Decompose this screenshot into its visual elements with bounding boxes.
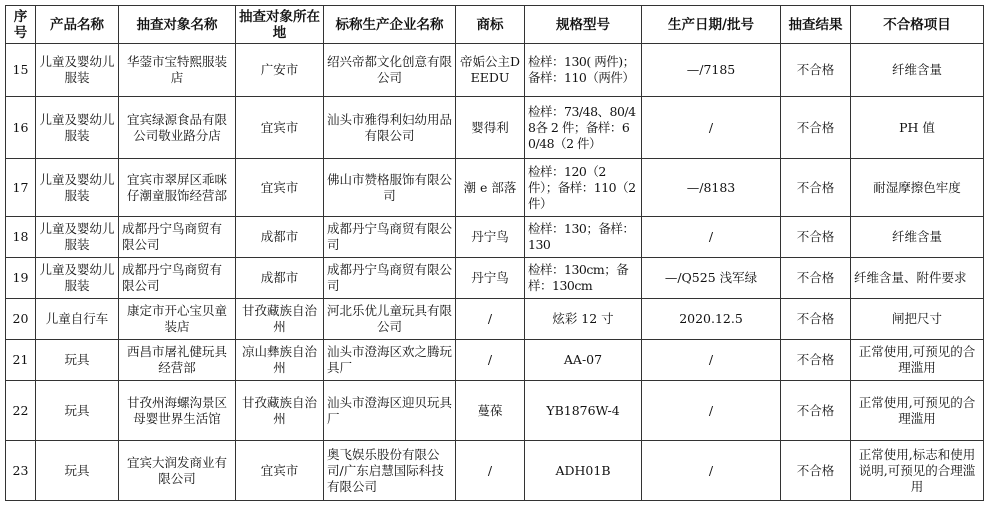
table-row <box>6 340 984 381</box>
cell-item: 纤维含量 <box>851 217 984 258</box>
cell-date: / <box>642 217 781 258</box>
cell-date: / <box>642 381 781 441</box>
inspection-results-table-wrapper <box>5 5 984 501</box>
cell-maker: 成都丹宁鸟商贸有限公司 <box>324 217 456 258</box>
cell-maker: 汕头市雅得利妇幼用品有限公司 <box>324 97 456 159</box>
cell-object: 华蓥市宝特熙服装店 <box>119 44 236 97</box>
cell-result: 不合格 <box>781 299 851 340</box>
cell-brand: 婴得利 <box>456 97 525 159</box>
cell-location: 凉山彝族自治州 <box>236 340 324 381</box>
cell-result: 不合格 <box>781 159 851 217</box>
cell-date: 2020.12.5 <box>642 299 781 340</box>
cell-spec: 检样：120（2 件）；备样：110（2 件） <box>525 159 642 217</box>
cell-brand: 帝姤公主DEEDU <box>456 44 525 97</box>
cell-location: 甘孜藏族自治州 <box>236 299 324 340</box>
cell-date: / <box>642 97 781 159</box>
cell-result: 不合格 <box>781 381 851 441</box>
cell-maker: 奥飞娱乐股份有限公司/广东启慧国际科技有限公司 <box>324 441 456 501</box>
cell-no: 19 <box>6 258 36 299</box>
header-maker: 标称生产企业名称 <box>324 6 456 44</box>
header-no: 序号 <box>6 6 36 44</box>
cell-brand: / <box>456 441 525 501</box>
table-row <box>6 44 984 97</box>
cell-location: 宜宾市 <box>236 441 324 501</box>
cell-product: 儿童及婴幼儿服装 <box>36 44 119 97</box>
header-item: 不合格项目 <box>851 6 984 44</box>
cell-maker: 佛山市赞格服饰有限公司 <box>324 159 456 217</box>
cell-date: / <box>642 441 781 501</box>
cell-product: 儿童及婴幼儿服装 <box>36 97 119 159</box>
cell-object: 宜宾市翠屏区乖咪仔潮童服饰经营部 <box>119 159 236 217</box>
header-spec: 规格型号 <box>525 6 642 44</box>
table-row <box>6 258 984 299</box>
cell-location: 成都市 <box>236 217 324 258</box>
header-date: 生产日期/批号 <box>642 6 781 44</box>
cell-object: 成都丹宁鸟商贸有限公司 <box>119 217 236 258</box>
cell-product: 儿童及婴幼儿服装 <box>36 217 119 258</box>
cell-location: 宜宾市 <box>236 159 324 217</box>
cell-object: 宜宾大润发商业有限公司 <box>119 441 236 501</box>
table-header-row <box>6 6 984 44</box>
cell-location: 甘孜藏族自治州 <box>236 381 324 441</box>
cell-product: 玩具 <box>36 340 119 381</box>
cell-item: 正常使用,可预见的合理滥用 <box>851 381 984 441</box>
cell-no: 16 <box>6 97 36 159</box>
cell-date: —/Q525 浅军绿 <box>642 258 781 299</box>
cell-date: / <box>642 340 781 381</box>
cell-result: 不合格 <box>781 97 851 159</box>
cell-result: 不合格 <box>781 44 851 97</box>
cell-no: 17 <box>6 159 36 217</box>
header-brand: 商标 <box>456 6 525 44</box>
cell-maker: 成都丹宁鸟商贸有限公司 <box>324 258 456 299</box>
cell-product: 儿童自行车 <box>36 299 119 340</box>
table-row <box>6 381 984 441</box>
cell-location: 成都市 <box>236 258 324 299</box>
cell-maker: 绍兴帝都文化创意有限公司 <box>324 44 456 97</box>
cell-product: 玩具 <box>36 381 119 441</box>
table-row <box>6 97 984 159</box>
cell-brand: / <box>456 340 525 381</box>
cell-item: 纤维含量、附件要求 <box>851 258 984 299</box>
table-row <box>6 441 984 501</box>
cell-no: 20 <box>6 299 36 340</box>
cell-item: 纤维含量 <box>851 44 984 97</box>
cell-product: 儿童及婴幼儿服装 <box>36 258 119 299</box>
cell-object: 成都丹宁鸟商贸有限公司 <box>119 258 236 299</box>
cell-result: 不合格 <box>781 258 851 299</box>
cell-object: 甘孜州海螺沟景区母婴世界生活馆 <box>119 381 236 441</box>
cell-brand: 蔓葆 <box>456 381 525 441</box>
cell-no: 21 <box>6 340 36 381</box>
table-row <box>6 159 984 217</box>
cell-no: 23 <box>6 441 36 501</box>
cell-product: 玩具 <box>36 441 119 501</box>
cell-no: 15 <box>6 44 36 97</box>
cell-object: 宜宾绿源食品有限公司敬业路分店 <box>119 97 236 159</box>
cell-spec: AA-07 <box>525 340 642 381</box>
cell-result: 不合格 <box>781 441 851 501</box>
header-location: 抽查对象所在地 <box>236 6 324 44</box>
cell-maker: 河北乐优儿童玩具有限公司 <box>324 299 456 340</box>
cell-brand: 丹宁鸟 <box>456 217 525 258</box>
table-row <box>6 217 984 258</box>
cell-item: 耐湿摩擦色牢度 <box>851 159 984 217</box>
cell-item: 正常使用,可预见的合理滥用 <box>851 340 984 381</box>
cell-item: 闸把尺寸 <box>851 299 984 340</box>
inspection-results-table <box>5 5 984 501</box>
cell-item: 正常使用,标志和使用说明,可预见的合理滥用 <box>851 441 984 501</box>
cell-brand: 丹宁鸟 <box>456 258 525 299</box>
cell-brand: / <box>456 299 525 340</box>
cell-spec: 检样：130；备样：130 <box>525 217 642 258</box>
cell-spec: YB1876W-4 <box>525 381 642 441</box>
cell-spec: 检样：130( 两件)；备样：110（两件） <box>525 44 642 97</box>
cell-spec: ADH01B <box>525 441 642 501</box>
cell-maker: 汕头市澄海区欢之腾玩具厂 <box>324 340 456 381</box>
cell-date: —/8183 <box>642 159 781 217</box>
cell-result: 不合格 <box>781 340 851 381</box>
cell-no: 18 <box>6 217 36 258</box>
cell-spec: 炫彩 12 寸 <box>525 299 642 340</box>
cell-object: 西昌市屠礼健玩具经营部 <box>119 340 236 381</box>
cell-date: —/7185 <box>642 44 781 97</box>
cell-location: 宜宾市 <box>236 97 324 159</box>
cell-no: 22 <box>6 381 36 441</box>
header-result: 抽查结果 <box>781 6 851 44</box>
header-object: 抽查对象名称 <box>119 6 236 44</box>
cell-spec: 检样：73/48、80/48各 2 件；备样：60/48（2 件） <box>525 97 642 159</box>
cell-spec: 检样：130cm；备样：130cm <box>525 258 642 299</box>
cell-maker: 汕头市澄海区迎贝玩具厂 <box>324 381 456 441</box>
header-product: 产品名称 <box>36 6 119 44</box>
cell-brand: 潮 e 部落 <box>456 159 525 217</box>
cell-object: 康定市开心宝贝童装店 <box>119 299 236 340</box>
cell-location: 广安市 <box>236 44 324 97</box>
cell-item: PH 值 <box>851 97 984 159</box>
cell-result: 不合格 <box>781 217 851 258</box>
cell-product: 儿童及婴幼儿服装 <box>36 159 119 217</box>
table-row <box>6 299 984 340</box>
